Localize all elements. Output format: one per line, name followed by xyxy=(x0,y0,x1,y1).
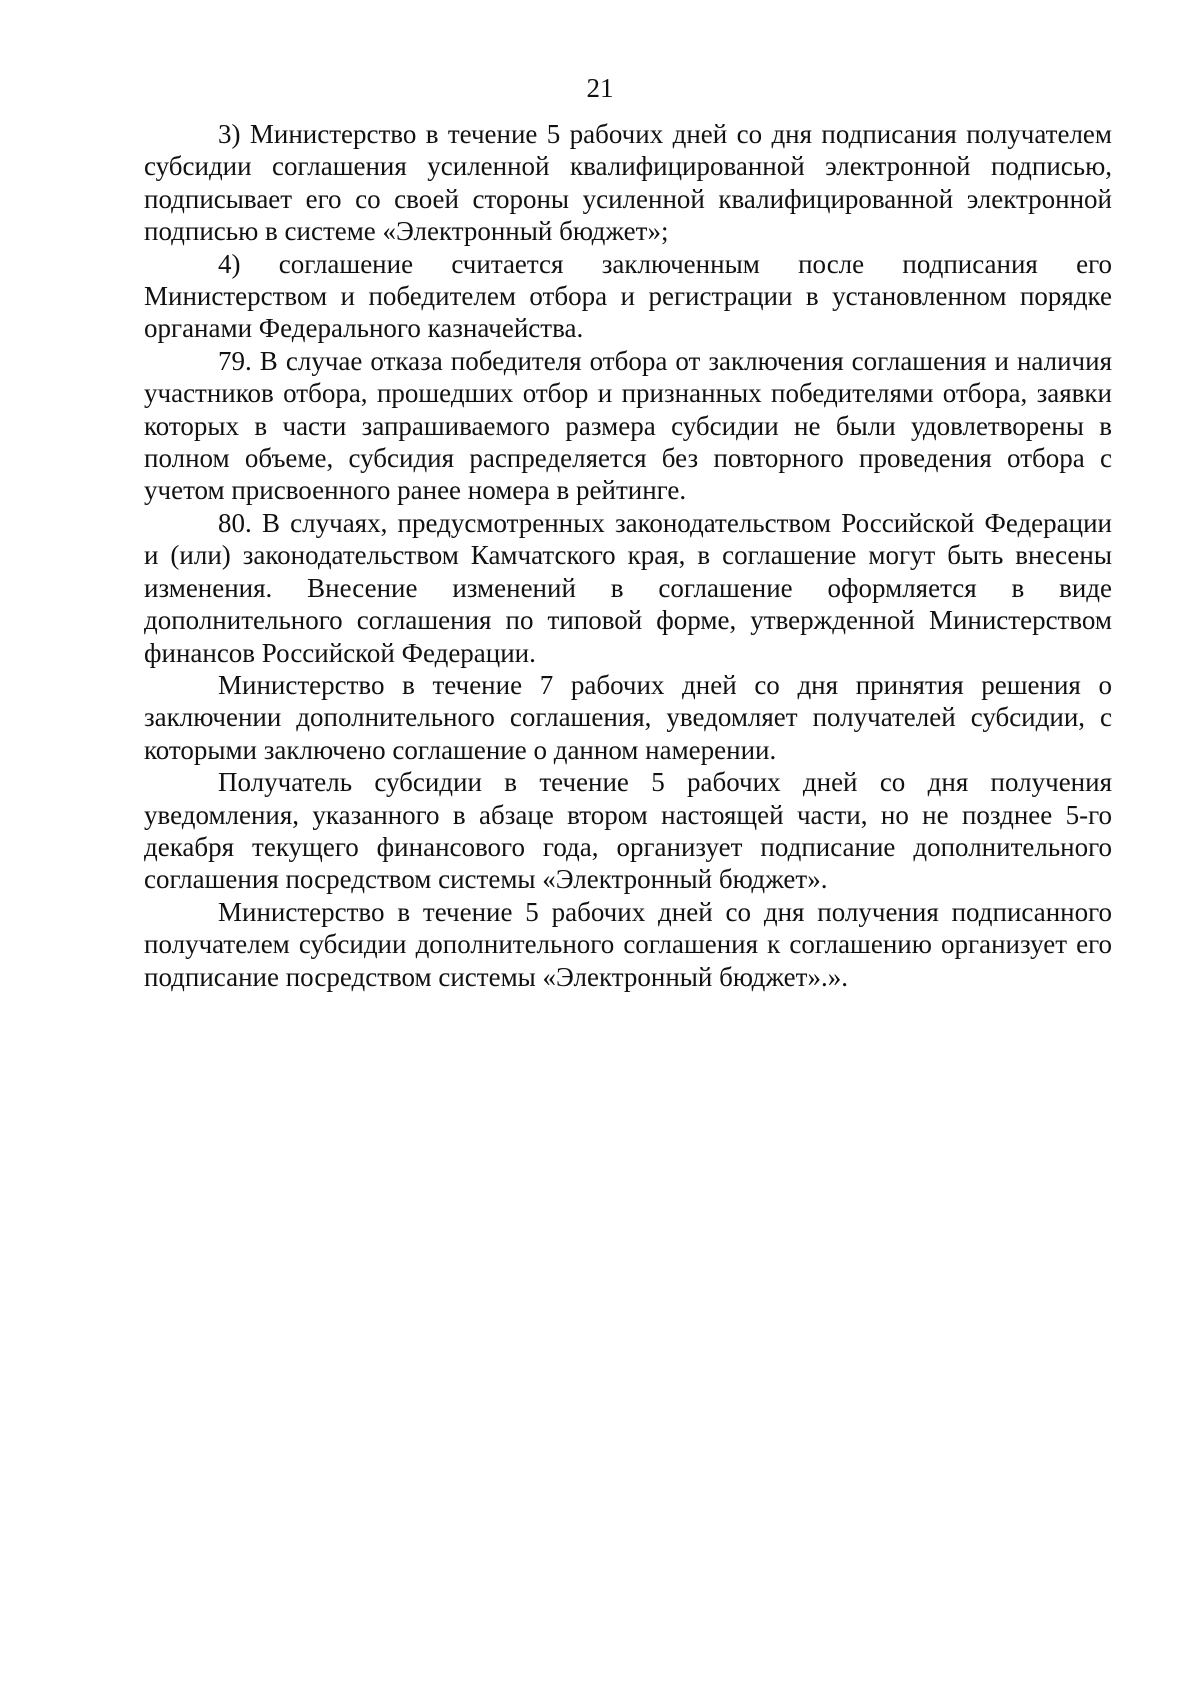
paragraph-80-abzac-2: Министерство в течение 7 рабочих дней со дня принятия решения о заключении дополнительного соглашения, уведомляет получателей субсидии, с которыми заключено соглашение о данном намерении. xyxy=(144,669,1112,765)
page-number: 21 xyxy=(586,73,614,103)
paragraph-item-4: 4) соглашение считается заключенным после подписания его Министерством и победителем отбора и регистрации в установленном порядке органами Федерального казначейства. xyxy=(144,248,1112,344)
paragraph-item-3: 3) Министерство в течение 5 рабочих дней со дня подписания получателем субсидии соглашения усиленной квалифицированной электронной подписью, подписывает его со своей стороны усиленной квалифицированной электронной подписью в системе «Электронный бюджет»; xyxy=(144,119,1112,247)
paragraph-80-abzac-3: Получатель субсидии в течение 5 рабочих дней со дня получения уведомления, указанного в абзаце втором настоящей части, но не позднее 5-го декабря текущего финансового года, организует подписание дополнительного соглашения посредством системы «Электронный бюджет». xyxy=(144,767,1112,895)
paragraph-80-abzac-4: Министерство в течение 5 рабочих дней со дня получения подписанного получателем субсидии дополнительного соглашения к соглашению организует его подписание посредством системы «Электронный бюджет».». xyxy=(144,896,1112,992)
document-body xyxy=(144,118,1112,993)
paragraph-79: 79. В случае отказа победителя отбора от заключения соглашения и наличия участников отбора, прошедших отбор и признанных победителями отбора, заявки которых в части запрашиваемого размера субсидии не были удовлетворены в полном объеме, субсидия распределяется без повторного проведения отбора с учетом присвоенного ранее номера в рейтинге. xyxy=(144,345,1112,506)
paragraph-80: 80. В случаях, предусмотренных законодательством Российской Федерации и (или) законодательством Камчатского края, в соглашение могут быть внесены изменения. Внесение изменений в соглашение оформляется в виде дополнительного соглашения по типовой форме, утвержденной Министерством финансов Российской Федерации. xyxy=(144,507,1112,668)
